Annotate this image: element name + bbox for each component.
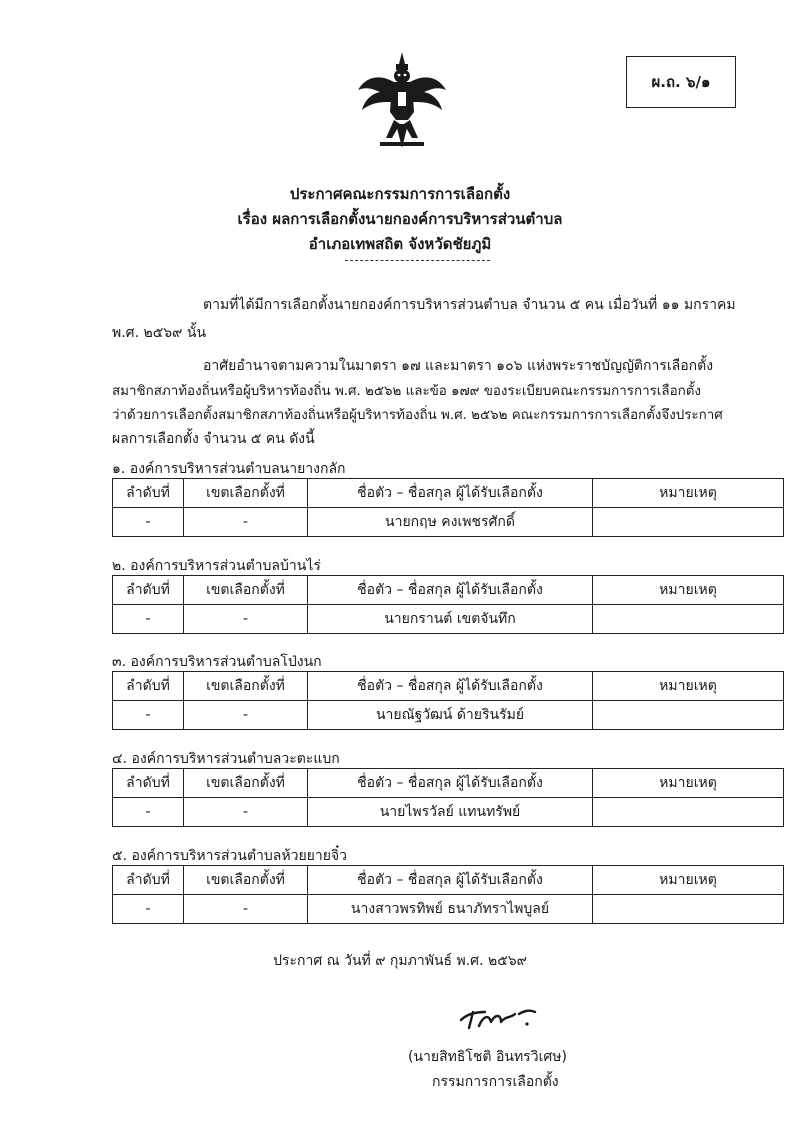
header-remark: หมายเหตุ	[593, 479, 784, 508]
table-row	[113, 895, 784, 924]
cell-district: -	[184, 508, 308, 537]
garuda-emblem-icon	[356, 50, 448, 152]
cell-order: -	[113, 508, 184, 537]
announcement-title: ประกาศคณะกรรมการการเลือกตั้ง	[289, 185, 511, 203]
cell-remark	[593, 895, 784, 924]
paragraph-2-line-4: ผลการเลือกตั้ง จำนวน ๕ คน ดังนี้	[112, 431, 315, 447]
handwritten-signature	[455, 1000, 545, 1034]
cell-district: -	[184, 605, 308, 634]
header-district: เขตเลือกตั้งที่	[184, 672, 308, 701]
cell-district: -	[184, 701, 308, 730]
header-order: ลำดับที่	[113, 576, 184, 605]
cell-order: -	[113, 798, 184, 827]
table-header-row	[113, 479, 784, 508]
results-table-2	[112, 575, 784, 634]
table-row	[113, 701, 784, 730]
header-order: ลำดับที่	[113, 672, 184, 701]
table-header-row	[113, 672, 784, 701]
announcement-subject: เรื่อง ผลการเลือกตั้งนายกองค์การบริหารส่วนตำบล	[237, 210, 563, 228]
announcement-district: อำเภอเทพสถิต จังหวัดชัยภูมิ	[308, 235, 492, 253]
header-order: ลำดับที่	[113, 866, 184, 895]
header-remark: หมายเหตุ	[593, 769, 784, 798]
header-remark: หมายเหตุ	[593, 866, 784, 895]
paragraph-2-line-3: ว่าด้วยการเลือกตั้งสมาชิกสภาท้องถิ่นหรือผู้บริหารท้องถิ่น พ.ศ. ๒๕๖๒ คณะกรรมการการเลือกตั้งจึงประกาศ	[112, 408, 723, 423]
header-district: เขตเลือกตั้งที่	[184, 576, 308, 605]
announce-date: ประกาศ ณ วันที่ ๙ กุมภาพันธ์ พ.ศ. ๒๕๖๙	[273, 953, 527, 969]
table-row	[113, 605, 784, 634]
cell-remark	[593, 798, 784, 827]
table-header-row	[113, 769, 784, 798]
org-title-2: ๒. องค์การบริหารส่วนตำบลบ้านไร่	[112, 558, 321, 574]
form-code-box: ผ.ถ. ๖/๑	[626, 56, 736, 108]
results-table-4	[112, 768, 784, 827]
cell-remark	[593, 508, 784, 537]
header-remark: หมายเหตุ	[593, 576, 784, 605]
table-row	[113, 508, 784, 537]
org-title-4: ๔. องค์การบริหารส่วนตำบลวะตะแบก	[112, 751, 340, 767]
cell-order: -	[113, 605, 184, 634]
paragraph-2-line-2: สมาชิกสภาท้องถิ่นหรือผู้บริหารท้องถิ่น พ.ศ. ๒๕๖๒ และข้อ ๑๗๙ ของระเบียบคณะกรรมการการเลือกตั้ง	[112, 384, 701, 399]
table-row	[113, 798, 784, 827]
header-name: ชื่อตัว – ชื่อสกุล ผู้ได้รับเลือกตั้ง	[308, 769, 593, 798]
header-name: ชื่อตัว – ชื่อสกุล ผู้ได้รับเลือกตั้ง	[308, 479, 593, 508]
cell-remark	[593, 701, 784, 730]
cell-name: นายกฤษ คงเพชรศักดิ์	[308, 508, 593, 537]
paragraph-2-line-1: อาศัยอำนาจตามความในมาตรา ๑๗ และมาตรา ๑๐๖ แห่งพระราชบัญญัติการเลือกตั้ง	[203, 358, 714, 374]
header-name: ชื่อตัว – ชื่อสกุล ผู้ได้รับเลือกตั้ง	[308, 866, 593, 895]
org-title-3: ๓. องค์การบริหารส่วนตำบลโป่งนก	[112, 654, 322, 670]
title-divider	[345, 260, 490, 261]
header-order: ลำดับที่	[113, 479, 184, 508]
paragraph-1-line-1: ตามที่ได้มีการเลือกตั้งนายกองค์การบริหารส่วนตำบล จำนวน ๕ คน เมื่อวันที่ ๑๑ มกราคม	[203, 297, 736, 313]
paragraph-1-line-2: พ.ศ. ๒๕๖๙ นั้น	[112, 325, 207, 341]
table-header-row	[113, 576, 784, 605]
table-header-row	[113, 866, 784, 895]
signer-position: กรรมการการเลือกตั้ง	[432, 1074, 559, 1090]
org-title-5: ๕. องค์การบริหารส่วนตำบลห้วยยายจิ๋ว	[112, 848, 347, 864]
results-table-3	[112, 671, 784, 730]
results-table-5	[112, 865, 784, 924]
header-district: เขตเลือกตั้งที่	[184, 769, 308, 798]
signer-name: (นายสิทธิโชติ อินทรวิเศษ)	[408, 1049, 567, 1065]
cell-name: นายไพรวัลย์ แทนทรัพย์	[308, 798, 593, 827]
header-name: ชื่อตัว – ชื่อสกุล ผู้ได้รับเลือกตั้ง	[308, 672, 593, 701]
cell-remark	[593, 605, 784, 634]
cell-name: นายณัฐวัฒน์ ด้ายรินรัมย์	[308, 701, 593, 730]
header-order: ลำดับที่	[113, 769, 184, 798]
header-district: เขตเลือกตั้งที่	[184, 479, 308, 508]
cell-district: -	[184, 895, 308, 924]
cell-name: นายกรานต์ เขตจันทึก	[308, 605, 593, 634]
cell-district: -	[184, 798, 308, 827]
header-name: ชื่อตัว – ชื่อสกุล ผู้ได้รับเลือกตั้ง	[308, 576, 593, 605]
org-title-1: ๑. องค์การบริหารส่วนตำบลนายางกลัก	[112, 461, 346, 477]
cell-order: -	[113, 895, 184, 924]
header-district: เขตเลือกตั้งที่	[184, 866, 308, 895]
header-remark: หมายเหตุ	[593, 672, 784, 701]
results-table-1	[112, 478, 784, 537]
cell-order: -	[113, 701, 184, 730]
cell-name: นางสาวพรทิพย์ ธนาภัทราไพบูลย์	[308, 895, 593, 924]
